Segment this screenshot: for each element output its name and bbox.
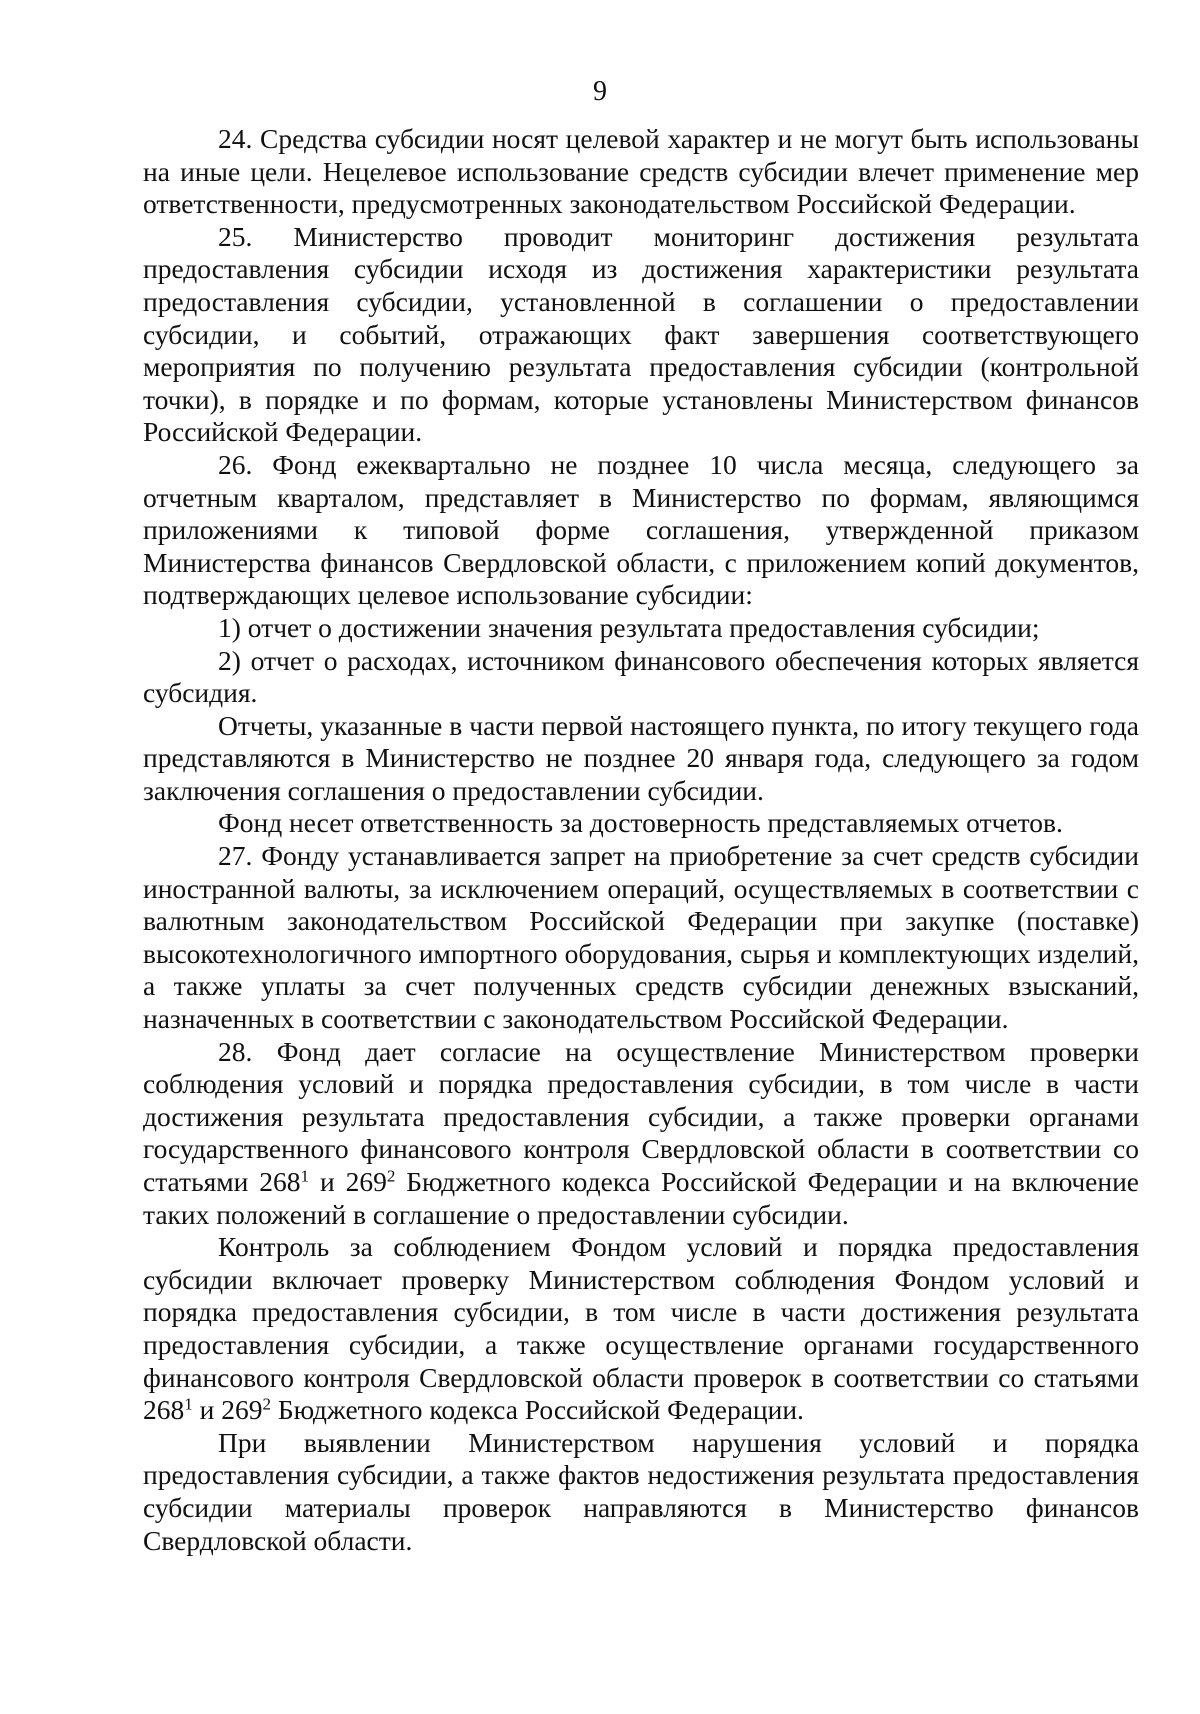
paragraph-28-text-end: Бюджетного кодекса Российской Федерации и на включение таких положений в соглашение о предоставлении субсидии. <box>143 1166 1139 1230</box>
page-number: 9 <box>593 76 607 107</box>
paragraph-28 <box>143 1036 1139 1232</box>
article-number-269: 269 <box>345 1166 387 1197</box>
paragraph-26: 26. Фонд ежеквартально не позднее 10 числа месяца, следующего за отчетным кварталом, представляет в Министерство по формам, являющимся приложениями к типовой форме соглашения, утвержденной приказом Министерства финансов Свердловской области, с приложением копий документов, подтверждающих целевое использование субсидии: <box>143 448 1139 611</box>
paragraph-26-responsibility: Фонд несет ответственность за достоверность представляемых отчетов. <box>218 807 1063 839</box>
paragraph-control-text-start: Контроль за соблюдением Фондом условий и порядка предоставления субсидии включает проверку Министерством соблюдения Фондом условий и порядка предоставления субсидии, в том числе в части достижения результата предоставления субсидии, а также осуществление органами государственного финансового контроля Свердловской области проверок в соответствии со статьями <box>143 1231 1139 1393</box>
conjunction-text: и <box>309 1166 346 1197</box>
article-number-268: 268 <box>143 1394 185 1426</box>
paragraph-25: 25. Министерство проводит мониторинг достижения результата предоставления субсидии исходя из достижения характеристики результата предоставления субсидии, установленной в соглашении о предоставлении субсидии, и событий, отражающих факт завершения соответствующего мероприятия по получению результата предоставления субсидии (контрольной точки), в порядке и по формам, которые установлены Министерством финансов Российской Федерации. <box>143 220 1139 448</box>
paragraph-26-reports-deadline: Отчеты, указанные в части первой настоящего пункта, по итогу текущего года представляются в Министерство не позднее 20 января года, следующего за годом заключения соглашения о предоставлении субсидии. <box>143 709 1139 806</box>
paragraph-28-text-start: 28. Фонд дает согласие на осуществление Министерством проверки соблюдения условий и порядка предоставления субсидии, в том числе в части достижения результата предоставления субсидии, а также проверки органами государственного финансового контроля Свердловской области в соответствии со статьями <box>143 1035 1139 1197</box>
document-body <box>143 123 1139 1557</box>
paragraph-27: 27. Фонду устанавливается запрет на приобретение за счет средств субсидии иностранной валюты, за исключением операций, осуществляемых в соответствии с валютным законодательством Российской Федерации при закупке (поставке) высокотехнологичного импортного оборудования, сырья и комплектующих изделий, а также уплаты за счет полученных средств субсидии денежных взысканий, назначенных в соответствии с законодательством Российской Федерации. <box>143 840 1139 1035</box>
paragraph-24: 24. Средства субсидии носят целевой характер и не могут быть использованы на иные цели. Нецелевое использование средств субсидии влечет применение мер ответственности, предусмотренных законодательством Российской Федерации. <box>143 123 1139 220</box>
paragraph-violations: При выявлении Министерством нарушения условий и порядка предоставления субсидии, а также фактов недостижения результата предоставления субсидии материалы проверок направляются в Министерство финансов Свердловской области. <box>143 1426 1139 1556</box>
article-superscript-1: 1 <box>184 1394 193 1414</box>
paragraph-26-item-1: 1) отчет о достижении значения результата предоставления субсидии; <box>218 611 1040 643</box>
article-superscript-2: 2 <box>386 1166 396 1186</box>
article-superscript-1: 1 <box>300 1166 310 1186</box>
paragraph-control <box>143 1231 1139 1427</box>
article-number-268: 268 <box>259 1166 301 1197</box>
conjunction-text: и <box>192 1394 222 1426</box>
article-superscript-2: 2 <box>262 1394 271 1414</box>
paragraph-control-text-end: Бюджетного кодекса Российской Федерации. <box>271 1394 804 1426</box>
paragraph-26-item-2: 2) отчет о расходах, источником финансового обеспечения которых является субсидия. <box>143 644 1139 709</box>
article-number-269: 269 <box>221 1394 263 1426</box>
